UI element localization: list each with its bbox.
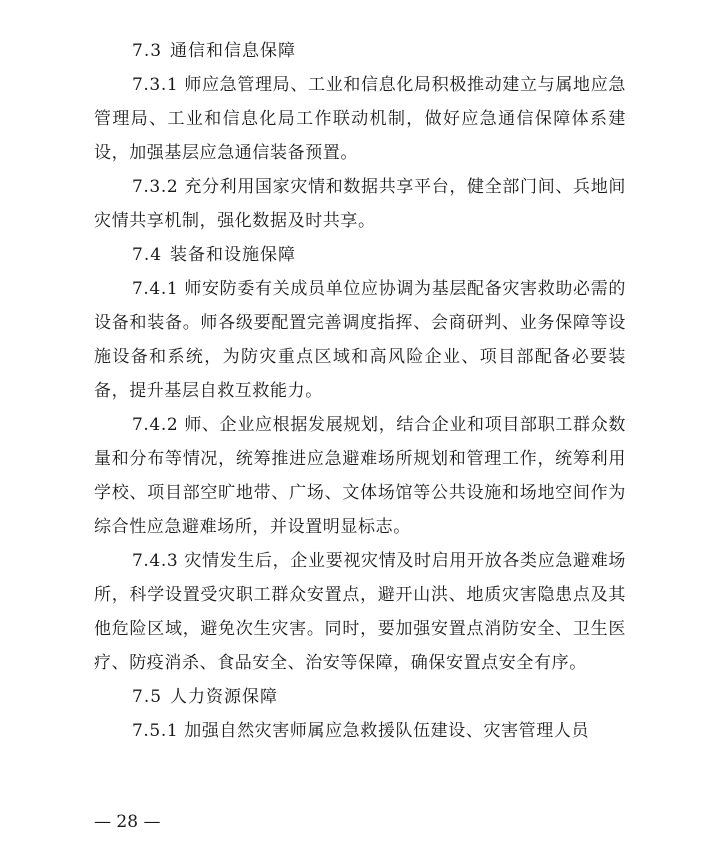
page-number: — 28 — bbox=[94, 812, 161, 832]
paragraph-7-3-2 bbox=[94, 170, 626, 238]
document-body bbox=[94, 34, 626, 748]
section-heading-7-3 bbox=[94, 34, 626, 68]
clause-number: 7.4.3 bbox=[132, 551, 179, 571]
clause-number: 7.3.1 bbox=[132, 75, 179, 95]
section-title: 人力资源保障 bbox=[170, 687, 279, 707]
section-heading-7-5 bbox=[94, 680, 626, 714]
section-title: 装备和设施保障 bbox=[170, 245, 297, 265]
section-title: 通信和信息保障 bbox=[170, 41, 297, 61]
section-number: 7.3 bbox=[132, 41, 163, 61]
clause-text: 灾情发生后，企业要视灾情及时启用开放各类应急避难场所，科学设置受灾职工群众安置点，避开山洪、地质灾害隐患点及其他危险区域，避免次生灾害。同时，要加强安置点消防安全、卫生医疗、防疫消杀、食品安全、治安等保障，确保安置点安全有序。 bbox=[94, 551, 626, 673]
paragraph-7-4-1 bbox=[94, 272, 626, 408]
clause-text: 充分利用国家灾情和数据共享平台，健全部门间、兵地间灾情共享机制，强化数据及时共享。 bbox=[94, 177, 626, 231]
section-number: 7.5 bbox=[132, 687, 163, 707]
paragraph-7-4-3 bbox=[94, 544, 626, 680]
paragraph-7-4-2 bbox=[94, 408, 626, 544]
paragraph-7-3-1 bbox=[94, 68, 626, 170]
clause-text: 师安防委有关成员单位应协调为基层配备灾害救助必需的设备和装备。师各级要配置完善调度指挥、会商研判、业务保障等设施设备和系统，为防灾重点区域和高风险企业、项目部配备必要装备，提升基层自救互救能力。 bbox=[94, 279, 626, 401]
clause-number: 7.3.2 bbox=[132, 177, 179, 197]
section-number: 7.4 bbox=[132, 245, 163, 265]
section-heading-7-4 bbox=[94, 238, 626, 272]
clause-number: 7.4.2 bbox=[132, 415, 179, 435]
clause-text: 师、企业应根据发展规划，结合企业和项目部职工群众数量和分布等情况，统筹推进应急避难场所规划和管理工作，统筹利用学校、项目部空旷地带、广场、文体场馆等公共设施和场地空间作为综合性应急避难场所，并设置明显标志。 bbox=[94, 415, 626, 537]
clause-number: 7.4.1 bbox=[132, 279, 179, 299]
clause-text: 师应急管理局、工业和信息化局积极推动建立与属地应急管理局、工业和信息化局工作联动机制，做好应急通信保障体系建设，加强基层应急通信装备预置。 bbox=[94, 75, 626, 163]
clause-text: 加强自然灾害师属应急救援队伍建设、灾害管理人员 bbox=[184, 721, 590, 741]
clause-number: 7.5.1 bbox=[132, 721, 179, 741]
paragraph-7-5-1 bbox=[94, 714, 626, 748]
